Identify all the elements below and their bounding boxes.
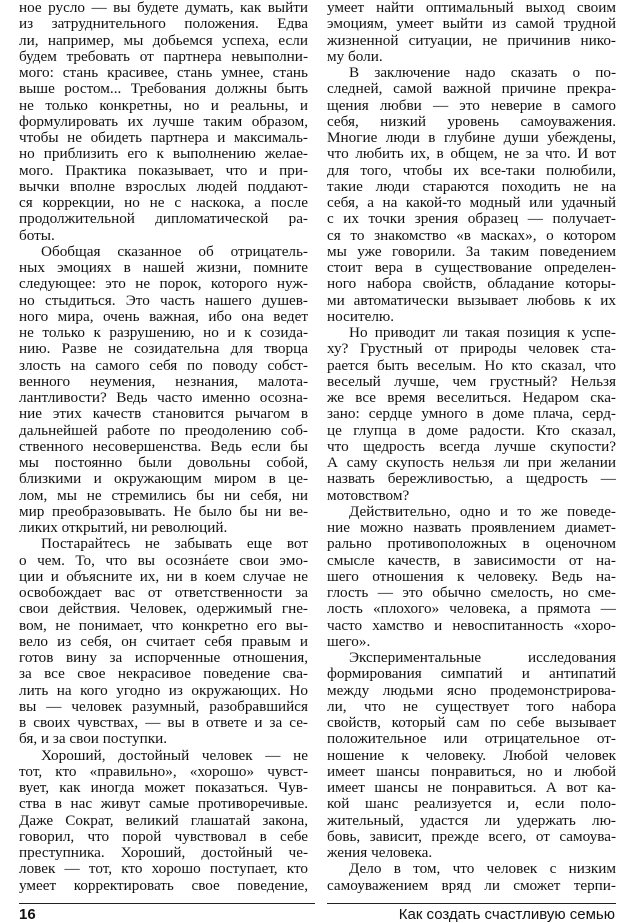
text-line: умеет корректировать свое поведение, xyxy=(19,877,308,894)
running-title: Как создать счастливую семью xyxy=(398,906,615,923)
text-line: нию. Разве не созидательна для творца xyxy=(19,341,308,358)
text-line: вом, не понимает, что конкретно его вы- xyxy=(19,617,308,634)
text-line: ного мира, очень важная, ибо она ведет xyxy=(19,308,308,325)
text-line: дальнейшей работе по преодолению соб- xyxy=(19,422,308,439)
text-line: но приблизить его к выполнению желае- xyxy=(19,146,308,163)
text-line: в своих чувствах, — вы в ответе и за се- xyxy=(19,715,308,731)
text-line: ное русло — вы будете думать, как выйти xyxy=(19,0,308,16)
text-line: вы — человек разумный, разобравшийся xyxy=(19,698,308,715)
text-line: ства в нас живут самые противоречивые. xyxy=(19,796,308,813)
text-line: чтобы не обидеть партнера и максималь- xyxy=(19,130,308,146)
text-line: мы уже говорили. За таким поведением xyxy=(327,243,616,260)
text-line: смысле качеств, в зависимости от на- xyxy=(327,552,616,569)
text-line: преступника. Хороший, достойный че- xyxy=(19,845,308,861)
page-number: 16 xyxy=(19,906,36,923)
text-line: ли, например, мы добьемся успеха, если xyxy=(19,32,308,49)
text-line: жительный, удастся ли удержать лю- xyxy=(327,812,616,829)
text-line: В заключение надо сказать о по- xyxy=(349,65,616,81)
text-line: свойств, который сам по себе вызывает xyxy=(327,715,616,731)
text-line: ли, что не существует того набора xyxy=(327,698,616,715)
text-line: из затруднительного положения. Едва xyxy=(19,16,308,33)
text-line: продолжительной дипломатической ра- xyxy=(19,211,308,228)
text-line: ношение к человеку. Любой человек xyxy=(327,747,616,764)
text-line: ликих открытий, ни революций. xyxy=(19,520,228,536)
text-line: выше ростом... Требования должны быть xyxy=(19,81,308,98)
text-line: бовь, зависит, прежде всего, от самоува- xyxy=(327,828,616,845)
text-line: умеет найти оптимальный выход своим xyxy=(327,0,616,16)
text-line: Многие люди в глубине души убеждены, xyxy=(327,130,616,146)
text-line: эмоциям, умеет выйти из самой трудной xyxy=(327,16,616,33)
text-line: формулировать их лучше таким образом, xyxy=(19,113,308,130)
text-line: ции и объясните их, ни в коем случае не xyxy=(19,568,308,585)
text-line: назвать бережливостью, а щедрость — xyxy=(327,471,616,488)
text-line: венного неумения, незнания, малота- xyxy=(19,373,308,390)
text-line: мого. Практика показывает, что и при- xyxy=(19,162,308,179)
text-line: такие люди стараются походить не на xyxy=(327,178,616,195)
text-line: ся коррекции, но не с наскока, а после xyxy=(19,195,308,211)
text-line: освобождает вас от ответственности за xyxy=(19,585,308,601)
text-line: же все время веселиться. Недаром ска- xyxy=(327,390,616,406)
text-line: свои действия. Человек, одержимый гне- xyxy=(19,601,308,618)
text-line: шего». xyxy=(327,633,371,650)
text-line: рально противоположных в оценочном xyxy=(327,536,616,553)
text-line: не только конкретны, но и реальны, и xyxy=(19,97,308,114)
text-line: Действительно, одно и то же поведе- xyxy=(349,503,616,520)
text-line: носителю. xyxy=(327,308,395,325)
text-line: ловек — тот, кто хорошо поступает, кто xyxy=(19,861,308,878)
text-line: жизненной ситуации, не причинив нико- xyxy=(327,32,616,49)
text-line: ного набора свойств, обладание которы- xyxy=(327,276,616,293)
text-line: ху? Грустный от природы человек ста- xyxy=(327,341,616,358)
text-line: веселый лучше, чем грустный? Нельзя xyxy=(327,373,616,390)
text-line: вычки вполне взрослых людей поддают- xyxy=(19,178,308,195)
text-line: следующее: это не порок, которого нуж- xyxy=(19,276,308,293)
text-line: следней, самой важной причине прекра- xyxy=(327,81,616,98)
text-line: Дело в том, что человек с низким xyxy=(349,861,616,878)
text-line: ние этих качеств становится рычагом в xyxy=(19,406,308,423)
text-line: не только к разрушению, но и к созида- xyxy=(19,325,308,341)
footer-rule-left xyxy=(19,903,315,904)
text-line: что щедрость всегда лучше скупости? xyxy=(327,438,616,455)
text-line: положительное или отрицательное от- xyxy=(327,731,616,748)
text-line: лантливости? Ведь часто именно осозна- xyxy=(19,390,308,406)
text-line: лить на кого угодно из окружающих. Но xyxy=(19,682,308,699)
text-line: ми автоматически вызывает любовь к их xyxy=(327,292,616,309)
text-line: лом, мы не стремились бы ни себя, ни xyxy=(19,487,308,504)
text-line: це глупца в доме радости. Кто сказал, xyxy=(327,422,616,439)
text-line: ственного несовершенства. Ведь если бы xyxy=(19,438,308,455)
text-line: Даже Сократ, великий глашатай закона, xyxy=(19,812,308,829)
text-line: себя, а на какой-то модный или удачный xyxy=(327,195,616,211)
text-line: Хороший, достойный человек — не xyxy=(41,747,308,764)
text-line: мир преобразовывать. Не было бы ни ве- xyxy=(19,503,308,520)
text-line: имеет шансы не понравиться. А вот ка- xyxy=(327,780,616,796)
text-line: боты. xyxy=(19,227,55,244)
text-line: говорил, что порой чувствовал в себе xyxy=(19,828,308,845)
text-line: злость на самого себя по поводу собст- xyxy=(19,357,308,374)
text-line: себя, низкий уровень самоуважения. xyxy=(327,113,616,130)
text-line: за все свое некрасивое поведение сва- xyxy=(19,666,308,683)
text-line: формирования симпатий и антипатий xyxy=(327,666,616,683)
footer-rule-right xyxy=(327,903,616,904)
text-line: А саму скупость нельзя ли при желании xyxy=(327,455,616,471)
text-line: но стыдиться. Это часть нашего душев- xyxy=(19,292,308,309)
text-line: мого: стань красивее, стань умнее, стань xyxy=(19,65,308,81)
text-line: тот, кто «правильно», «хорошо» чувст- xyxy=(19,763,308,780)
text-line: для того, чтобы их все-таки полюбили, xyxy=(327,162,616,179)
text-line: Постарайтесь не забывать еще вот xyxy=(41,536,308,553)
text-line: имеет шансы понравиться, но и любой xyxy=(327,763,616,780)
text-line: жения человека. xyxy=(327,845,433,861)
text-line: ние можно назвать проявлением диамет- xyxy=(327,520,616,536)
text-line: вует, как иногда может показаться. Чув- xyxy=(19,780,308,796)
text-line: мотовством? xyxy=(327,487,410,504)
text-line: мы постоянно были довольны собой, xyxy=(19,455,308,471)
text-line: му боли. xyxy=(327,48,383,65)
text-line: будем требовать от партнера невыполни- xyxy=(19,48,308,65)
text-line: глость — это обычно смелость, но сме- xyxy=(327,585,616,601)
text-line: самоуважением вряд ли сможет терпи- xyxy=(327,877,616,894)
text-column-right xyxy=(327,0,616,894)
text-line: часто хамство и невоспитанность «хоро- xyxy=(327,617,616,634)
text-line: вело из себя, он считает себя правым и xyxy=(19,633,308,650)
text-line: зано: сердце умного в доме плача, серд- xyxy=(327,406,616,423)
text-line: близкими и окружающим миром в це- xyxy=(19,471,308,488)
text-line: о чем. То, что вы осознáете свои эмо- xyxy=(19,552,308,569)
text-line: Но приводит ли такая позиция к успе- xyxy=(349,325,616,341)
text-line: стоит вера в существование определен- xyxy=(327,260,616,276)
text-line: готов вину за испорченные отношения, xyxy=(19,650,308,666)
text-line: Экспериментальные исследования xyxy=(349,650,616,666)
text-line: щения любви — это неверие в самого xyxy=(327,97,616,114)
text-line: что любить их, в общем, не за что. И вот xyxy=(327,146,616,163)
text-line: между людьми ясно продемонстрирова- xyxy=(327,682,616,699)
text-line: лость «плохого» человека, а прямота — xyxy=(327,601,616,618)
text-line: ся то знакомство «в масках», о котором xyxy=(327,227,616,244)
text-line: шего отношения к человеку. Ведь на- xyxy=(327,568,616,585)
text-line: с их точки зрения образец — получает- xyxy=(327,211,616,228)
text-line: кой шанс реализуется и, если поло- xyxy=(327,796,616,813)
text-line: бя, и за свои поступки. xyxy=(19,731,168,748)
text-line: ных эмоциях в нашей жизни, помните xyxy=(19,260,308,276)
text-line: рается быть веселым. Но кто сказал, что xyxy=(327,357,616,374)
text-column-left xyxy=(19,0,308,894)
text-line: Обобщая сказанное об отрицатель- xyxy=(41,243,308,260)
